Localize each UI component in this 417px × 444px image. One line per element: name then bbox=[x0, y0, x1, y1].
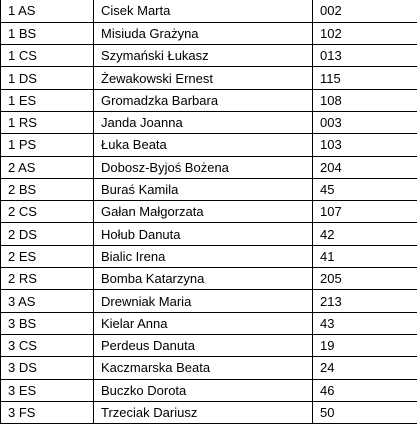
teacher-cell: Drewniak Maria bbox=[94, 290, 313, 312]
table-row bbox=[1, 312, 417, 334]
teacher-cell: Kielar Anna bbox=[94, 312, 313, 334]
room-cell: 013 bbox=[313, 45, 417, 67]
table-row bbox=[1, 111, 417, 133]
class-cell: 3 CS bbox=[1, 334, 94, 356]
table-row bbox=[1, 223, 417, 245]
class-cell: 3 AS bbox=[1, 290, 94, 312]
teacher-cell: Gałan Małgorzata bbox=[94, 201, 313, 223]
table-row bbox=[1, 379, 417, 401]
table-row bbox=[1, 45, 417, 67]
class-cell: 2 AS bbox=[1, 156, 94, 178]
table-row bbox=[1, 0, 417, 22]
table-row bbox=[1, 357, 417, 379]
class-cell: 1 CS bbox=[1, 45, 94, 67]
teacher-cell: Janda Joanna bbox=[94, 111, 313, 133]
teacher-cell: Gromadzka Barbara bbox=[94, 89, 313, 111]
teacher-cell: Buczko Dorota bbox=[94, 379, 313, 401]
class-cell: 1 BS bbox=[1, 22, 94, 44]
room-cell: 108 bbox=[313, 89, 417, 111]
room-cell: 42 bbox=[313, 223, 417, 245]
teacher-cell: Dobosz-Byjoś Bożena bbox=[94, 156, 313, 178]
teacher-cell: Perdeus Danuta bbox=[94, 334, 313, 356]
class-cell: 1 PS bbox=[1, 134, 94, 156]
table-row bbox=[1, 178, 417, 200]
table-row bbox=[1, 334, 417, 356]
teacher-cell: Łuka Beata bbox=[94, 134, 313, 156]
class-cell: 2 ES bbox=[1, 245, 94, 267]
room-cell: 50 bbox=[313, 401, 417, 423]
class-cell: 3 BS bbox=[1, 312, 94, 334]
table-row bbox=[1, 22, 417, 44]
teacher-cell: Hołub Danuta bbox=[94, 223, 313, 245]
room-cell: 107 bbox=[313, 201, 417, 223]
teacher-cell: Trzeciak Dariusz bbox=[94, 401, 313, 423]
class-cell: 3 ES bbox=[1, 379, 94, 401]
class-cell: 1 DS bbox=[1, 67, 94, 89]
teacher-cell: Żewakowski Ernest bbox=[94, 67, 313, 89]
table-row bbox=[1, 268, 417, 290]
room-cell: 41 bbox=[313, 245, 417, 267]
table-row bbox=[1, 201, 417, 223]
room-cell: 115 bbox=[313, 67, 417, 89]
room-cell: 24 bbox=[313, 357, 417, 379]
class-cell: 3 FS bbox=[1, 401, 94, 423]
room-cell: 003 bbox=[313, 111, 417, 133]
class-cell: 1 RS bbox=[1, 111, 94, 133]
room-cell: 205 bbox=[313, 268, 417, 290]
teacher-cell: Szymański Łukasz bbox=[94, 45, 313, 67]
teacher-cell: Kaczmarska Beata bbox=[94, 357, 313, 379]
class-cell: 2 RS bbox=[1, 268, 94, 290]
room-cell: 19 bbox=[313, 334, 417, 356]
class-cell: 2 DS bbox=[1, 223, 94, 245]
class-cell: 1 AS bbox=[1, 0, 94, 22]
room-cell: 103 bbox=[313, 134, 417, 156]
room-cell: 43 bbox=[313, 312, 417, 334]
table-row bbox=[1, 156, 417, 178]
room-cell: 46 bbox=[313, 379, 417, 401]
teacher-cell: Misiuda Grażyna bbox=[94, 22, 313, 44]
teacher-cell: Bialic Irena bbox=[94, 245, 313, 267]
table-row bbox=[1, 245, 417, 267]
room-cell: 002 bbox=[313, 0, 417, 22]
class-cell: 3 DS bbox=[1, 357, 94, 379]
table-row bbox=[1, 134, 417, 156]
class-cell: 2 CS bbox=[1, 201, 94, 223]
teacher-cell: Bomba Katarzyna bbox=[94, 268, 313, 290]
room-cell: 213 bbox=[313, 290, 417, 312]
teacher-cell: Buraś Kamila bbox=[94, 178, 313, 200]
table-row bbox=[1, 67, 417, 89]
table-row bbox=[1, 401, 417, 423]
room-cell: 102 bbox=[313, 22, 417, 44]
table-body bbox=[1, 0, 417, 424]
class-cell: 1 ES bbox=[1, 89, 94, 111]
room-cell: 204 bbox=[313, 156, 417, 178]
teacher-cell: Cisek Marta bbox=[94, 0, 313, 22]
class-cell: 2 BS bbox=[1, 178, 94, 200]
table-row bbox=[1, 89, 417, 111]
table-row bbox=[1, 290, 417, 312]
room-cell: 45 bbox=[313, 178, 417, 200]
